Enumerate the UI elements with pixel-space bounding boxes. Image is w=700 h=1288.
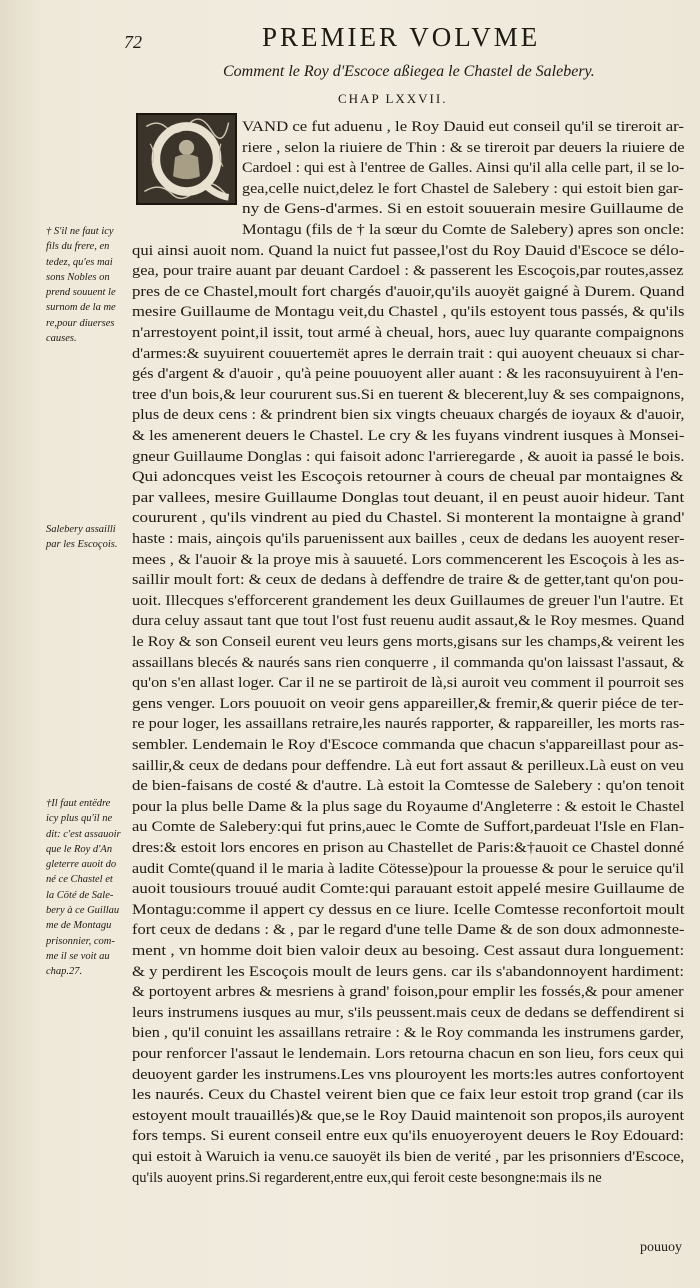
margin-note-line: me de Montagu [46, 920, 112, 932]
text-line: dura celuy assaut tant que tout l'ost fust reuenu audit assaut,& le Roy mesmes. Quand [132, 613, 685, 630]
text-line: & portoyent arbres & mesriens à grand' foison,pour emplir les fossés,& pour amener [132, 984, 684, 1001]
margin-note-line: sons Nobles on [46, 271, 110, 283]
text-line: n'arrestoyent point,il issit, tout armé à cheual, hors, auec luy quarante compaignons [132, 325, 685, 341]
text-line: dres:& estoit lors encores en prison au Chastellet de Paris:&†auoit ce Chastel donné [132, 840, 685, 856]
margin-note-line: bery à ce Guillau [46, 905, 120, 917]
text-line: deuoyent garder les instrumens.Les vns plouroyent les morts:les autres confortoyent [132, 1066, 685, 1083]
text-line: bien , qu'il conuint les assaillans retraire : & le Roy commanda les instrumens garder, [132, 1025, 684, 1042]
margin-note-surname [46, 224, 128, 346]
text-line: & les amenerent deuers le Chastel. Le cry & les fuyans vindrent iusques à Monsei- [132, 428, 685, 444]
text-line: de bien-faisans de costé & d'autre. Là estoit la Comtesse de Salebery : qu'on tenoit [132, 778, 685, 795]
text-line: plus de deux cens : & prindrent bien six vingts cheuaux chargés de ioyaux & d'auoir, [132, 407, 685, 424]
text-line: qui estoit à Waruich ia venu.ce sauoyët ils bien de verité , par les prisonniers d'Escoce, [132, 1149, 685, 1165]
margin-note-line: par les Escoçois. [46, 539, 118, 551]
text-line: mesire Guillaume de Montagu veit,du Chastel , qu'ils estoyent tous passés, & qu'ils [132, 304, 685, 321]
running-head: PREMIER VOLVME [262, 22, 541, 52]
text-line: sembler. Lendemain le Roy d'Escoce commanda que chacun s'appareillast pour as- [132, 737, 684, 753]
chapter-number: CHAP LXXVII. [338, 91, 448, 106]
margin-note-castle-gift [46, 796, 128, 980]
text-line: au Comte de Salebery:qui fut prins,auec le Comte de Suffort,pardeuat l'Isle en Flan- [132, 819, 685, 836]
text-line: leurs instrumens iusques au mur, s'ils peussent.mais ceux de dedans se deffendirent si [132, 1004, 685, 1021]
text-line: assaillans blecés & naurés sans rien conquerre , il commanda qu'on laissast l'assaut, & [132, 654, 685, 671]
margin-note-line: chap.27. [46, 966, 83, 978]
margin-note-line: prend souuent le [46, 287, 116, 299]
margin-note-siege [46, 522, 128, 553]
text-line: auoit tousiours trouué audit Comte:qui parauant estoit appelé mesire Guillaume de [132, 881, 685, 898]
margin-note-line: né ce Chastel et [46, 874, 113, 886]
text-line: & y perdirent les Escoçois moult de leurs gens. car ils s'abandonnoyent hardiment: [132, 963, 684, 980]
text-line: qu'on s'en allast loger. Car il ne se partiroit de là,si auroit veu comment il pourroit ses [132, 675, 684, 692]
text-line: Cardoel : qui est à l'entree de Galles. Ainsi qu'il alla celle part, il se lo- [242, 160, 685, 177]
text-line: pres de ce Chastel,moult fort chargés d'auoir,qu'ils auoyët gaigné à Durem. Quand [132, 283, 685, 300]
text-line: Montagu:comme il appert cy dessus en ce liure. Icelle Comtesse reconfortoit moult [132, 901, 685, 918]
margin-note-line: icy plus qu'il ne [46, 813, 113, 825]
text-line: saillir moult fort: & ceux de dedans à deffendre de traire & de getter,tant qu'on pou- [132, 572, 684, 589]
margin-note-line: gleterre auoit do [46, 859, 117, 871]
text-line: estoyent moult trauaillés)& que,se le Roy Dauid maintenoit son propos,ils auroyent [132, 1107, 685, 1124]
text-line: fort ceux de dedans : & , par le regard d'une telle Dame & de son doux admonneste- [132, 922, 685, 939]
margin-note-line: surnom de la me [46, 302, 116, 314]
text-line: saillir,& ceux de dedans pour deffendre. Là eut fort assaut & perilleux.Là eust on veu [132, 757, 684, 774]
margin-note-line: que le Roy d'An [46, 843, 113, 855]
text-line: audit Comte(quand il le maria à ladite Cötesse)pour la prouesse & pour le seruice qu'il [132, 860, 685, 877]
margin-note-line: causes. [46, 333, 77, 345]
text-line: haste : mais, ainçois qu'ils paruenissent aux bailles , ceux de dedans les auoyent reser- [132, 531, 685, 547]
text-line: gea,celle nuict,delez le fort Chastel de Salebery : qui estoit bien gar- [242, 180, 684, 197]
text-line: d'armes:& suyuirent couuertemët apres le derrain trait : qui auoyent cheuaux si char- [132, 345, 685, 362]
text-line: qu'ils auoyent prins.Si regarderent,entre eux,qui feroit ceste besongne:mais ils ne [132, 1169, 602, 1186]
text-line: VAND ce fut aduenu , le Roy Dauid eut conseil qu'il se tireroit ar- [242, 119, 684, 135]
text-line: ny de Gens-d'armes. Si en estoit souuerain mesire Guillaume de [242, 201, 684, 218]
margin-note-line: re,pour diuerses [46, 317, 115, 329]
catchword: pouuoy [640, 1240, 682, 1255]
margin-note-line: † S'il ne faut icy [46, 226, 114, 237]
text-line: riere , selon la riuiere de Thin : & se tireroit par deuers la riuiere de [242, 139, 685, 156]
text-line: Qui adoncques veist les Escoçois retourner à cours de cheual par montaignes & [132, 469, 684, 486]
text-line: fors temps. Si eurent conseil entre eux qu'ils enuoyeroyent deuers le Roy Edouard: [132, 1128, 684, 1145]
text-line: qui ainsi auoit nom. Quand la nuict fut passee,l'ost du Roy Dauid d'Escoce se délo- [132, 242, 685, 259]
text-line: Montagu (fils de † la sœur du Comte de Salebery) apres son oncle: [242, 222, 685, 238]
text-line: coururent , qu'ils vindrent au pied du Chastel. Si monterent la montaigne à grand' [132, 510, 685, 527]
margin-note-line: prisonnier, com- [46, 935, 115, 947]
margin-note-line: dit: c'est assauoir [46, 828, 121, 840]
text-line: gea, pour traire auant par deuant Cardoel : & passerent les Escoçois,par routes,assez [132, 263, 684, 280]
text-line: gneur Guillaume Donglas : qui faisoit adonc l'arrieregarde , & auoit ia passé le bois. [132, 448, 685, 465]
text-line: gés d'argent & d'auoir , qu'à peine pouuoyent aller auant : & les raconsuyuirent à l'en- [132, 366, 684, 383]
text-line: gens venger. Lors pouuoit on veoir gens appareiller,& fremir,& querir piéce de ter- [132, 695, 684, 712]
text-line: ment , vn homme doit bien valoir deux au besoing. Cest assaut dura longuement: [132, 943, 685, 959]
text-line: le Roy & son Conseil eurent veu leurs gens morts,gisans sur les champs,& veirent les [132, 634, 685, 650]
margin-note-line: me il se voit au [46, 950, 110, 962]
text-line: les naurés. Ceux du Chastel veirent bien que ce faix leur estoit trop grand (car ils [132, 1087, 684, 1104]
text-line: pour renforcer l'assaut le lendemain. Lors retourna chacun en son lieu, fors ceux qui [132, 1046, 684, 1062]
text-line: mees , & l'auoir & la proye mis à sauueté. Lors commencerent les Escoçois à les as- [132, 551, 685, 568]
drop-cap-ornament-icon [138, 115, 235, 203]
margin-note-line: †Il faut entëdre [46, 798, 111, 809]
page-number: 72 [124, 32, 142, 52]
margin-note-line: fils du frere, en [46, 241, 110, 253]
margin-note-line: la Cöté de Sale- [46, 889, 114, 901]
text-line: pour la plus belle Dame & la plus sage du Royaume d'Angleterre : & estoit le Chastel [132, 798, 685, 815]
text-line: re pour loger, les assaillans retraire,les naurés rapporter, & rappareiller, les morts ras- [132, 716, 685, 733]
margin-note-line: tedez, qu'es mai [46, 256, 113, 268]
text-line: par vallees, mesire Guillaume Donglas tout deuant, il en peust auoir hideur. Tant [132, 489, 685, 506]
chapter-title: Comment le Roy d'Escoce aßiegea le Chastel de Salebery. [223, 63, 595, 80]
text-line: tree d'un bois,& leur coururent sus.Si en tuerent & blecerent,luy & ses compaignons, [132, 386, 685, 403]
drop-cap-illumination [136, 113, 237, 205]
text-line: uoit. Illecques s'efforcerent grandement les deux Guillaumes de greuer l'un l'autre. Et [132, 592, 684, 609]
margin-note-line: Salebery assailli [46, 524, 116, 535]
